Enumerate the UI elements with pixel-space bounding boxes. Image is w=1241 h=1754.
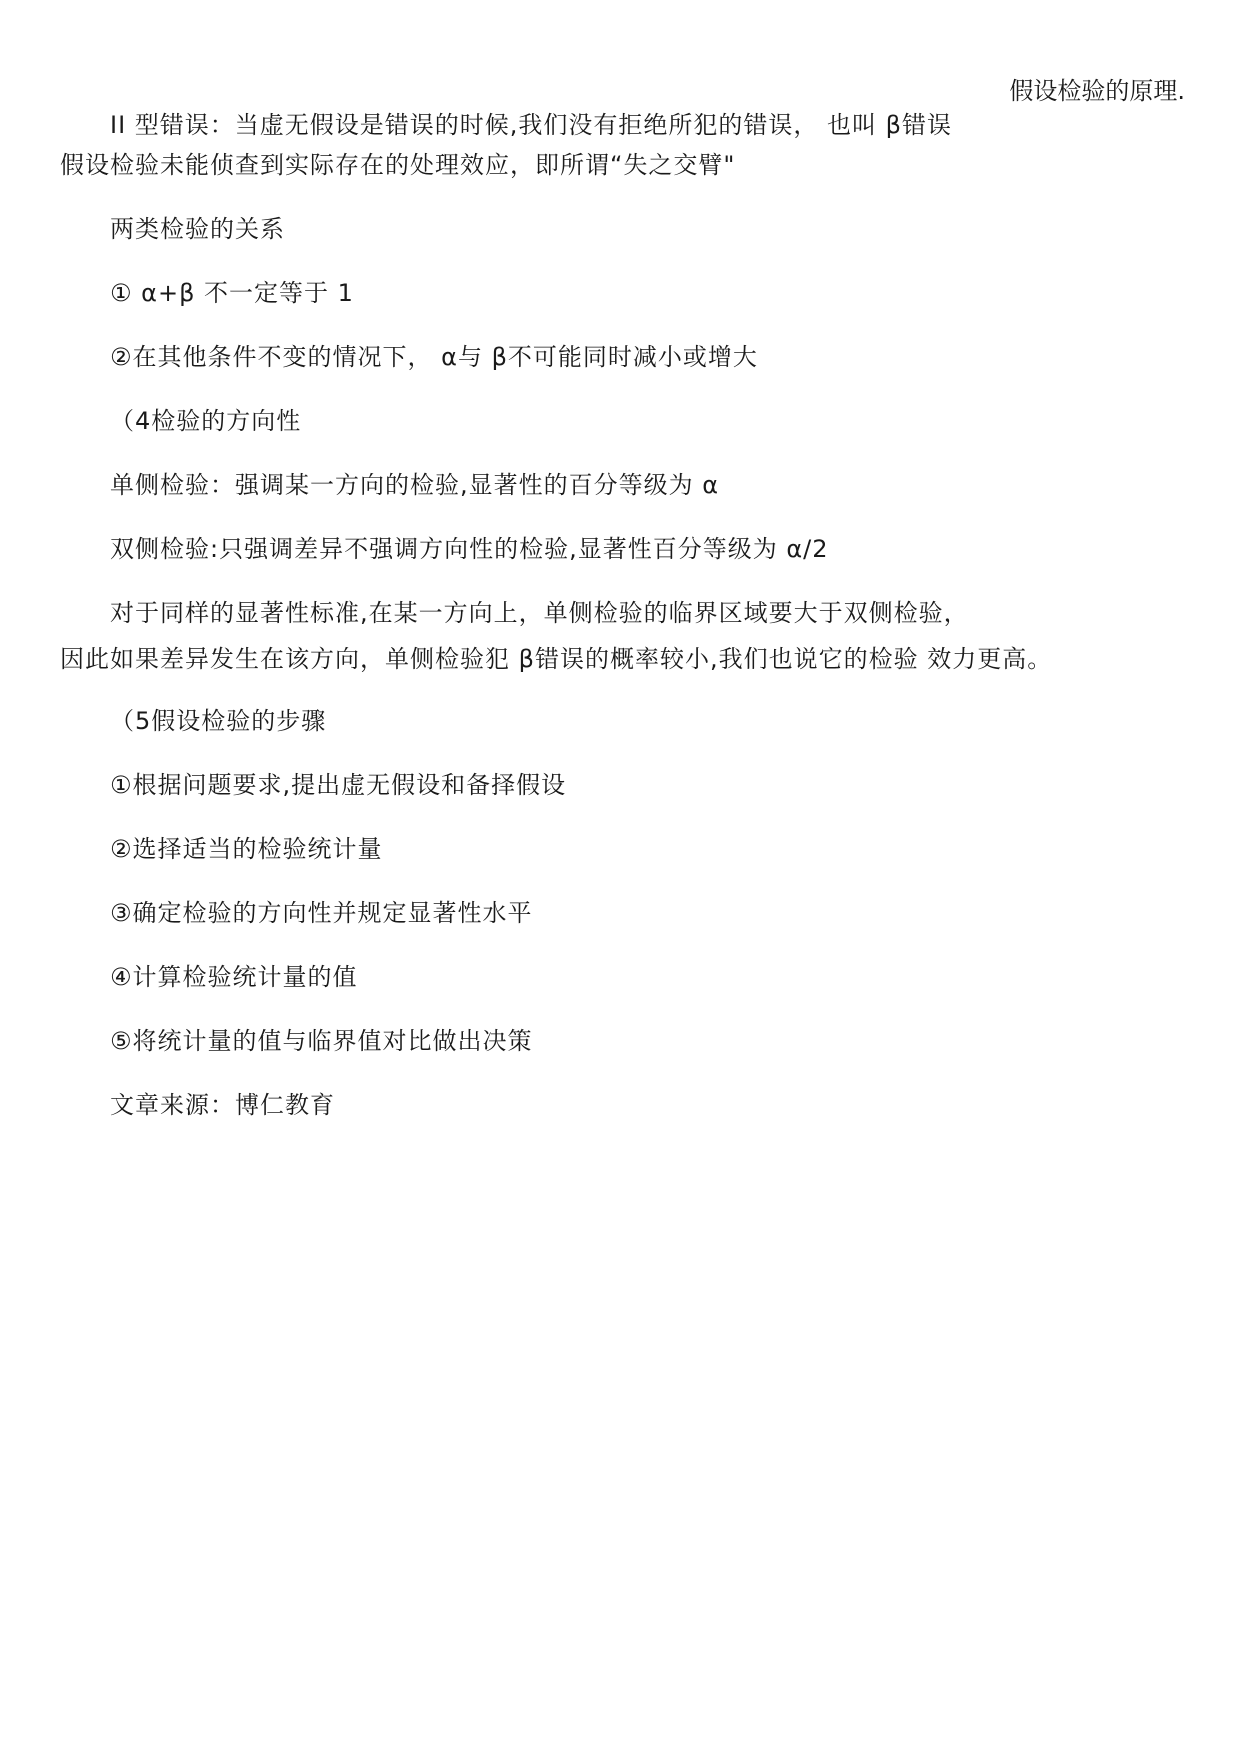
running-header: 假设检验的原理. bbox=[1009, 77, 1185, 105]
comparison-line1: 对于同样的显著性标准,在某一方向上，单侧检验的临界区域要大于双侧检验， bbox=[110, 599, 969, 627]
relation-item-2: ②在其他条件不变的情况下， α与 β不可能同时减小或增大 bbox=[110, 343, 758, 371]
two-tailed-test: 双侧检验:只强调差异不强调方向性的检验,显著性百分等级为 α/2 bbox=[110, 535, 829, 563]
type2-error-line1: II 型错误：当虚无假设是错误的时候,我们没有拒绝所犯的错误， 也叫 β错误 bbox=[110, 111, 952, 139]
one-tailed-test: 单侧检验：强调某一方向的检验,显著性的百分等级为 α bbox=[110, 471, 720, 499]
step-3: ③确定检验的方向性并规定显著性水平 bbox=[110, 899, 533, 927]
step-1: ①根据问题要求,提出虚无假设和备择假设 bbox=[110, 771, 567, 799]
comparison-line2: 因此如果差异发生在该方向，单侧检验犯 β错误的概率较小,我们也说它的检验 效力更高。 bbox=[60, 645, 1053, 673]
step-5: ⑤将统计量的值与临界值对比做出决策 bbox=[110, 1027, 533, 1055]
type2-error-line2: 假设检验未能侦查到实际存在的处理效应，即所谓“失之交臂" bbox=[60, 151, 736, 179]
article-source: 文章来源：博仁教育 bbox=[110, 1091, 335, 1119]
step-4: ④计算检验统计量的值 bbox=[110, 963, 358, 991]
steps-heading: （5假设检验的步骤 bbox=[110, 707, 327, 735]
step-2: ②选择适当的检验统计量 bbox=[110, 835, 383, 863]
direction-heading: （4检验的方向性 bbox=[110, 407, 302, 435]
relation-heading: 两类检验的关系 bbox=[110, 215, 285, 243]
relation-item-1: ① α+β 不一定等于 1 bbox=[110, 279, 354, 307]
